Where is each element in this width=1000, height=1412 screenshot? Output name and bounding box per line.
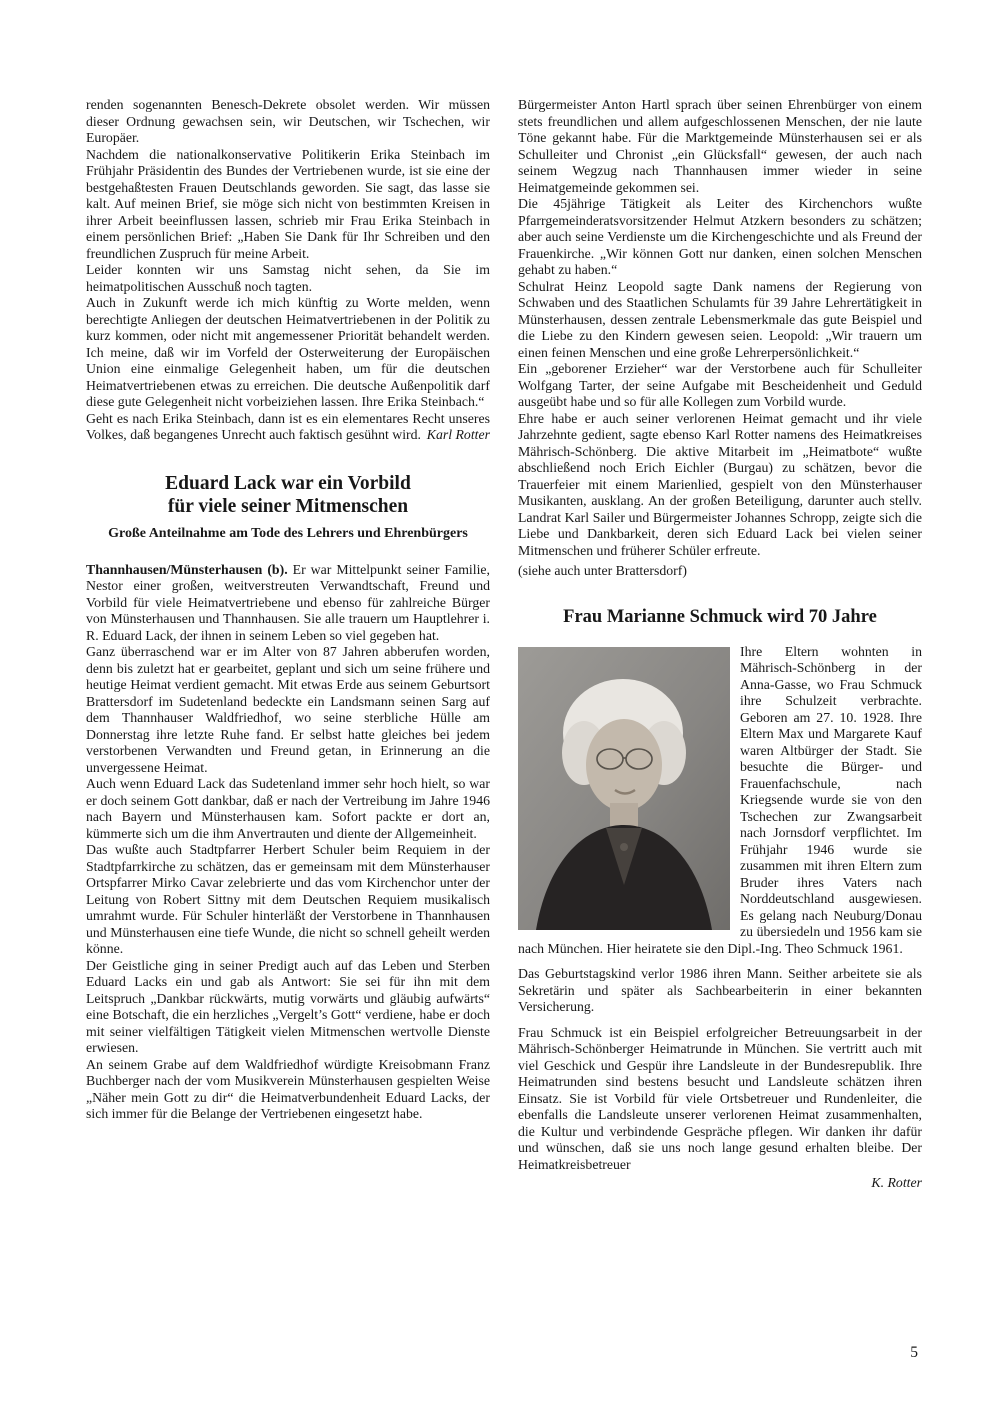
cross-reference: (siehe auch unter Brattersdorf) [518,563,687,578]
schmuck-article-body [518,644,922,1192]
page-number: 5 [910,1344,918,1361]
author-signature: Karl Rotter [426,427,490,442]
portrait-photo [518,647,730,930]
lack-article-title [100,472,476,518]
dateline: Thannhausen/Münsterhausen (b). [86,561,288,577]
body-paragraph: Das Geburtstagskind verlor 1986 ihren Mann. Seither arbeitete sie als Sekretärin und später als Sachbearbeiterin in einer bekannten Versicherung. [518,966,922,1014]
body-paragraph: Nachdem die nationalkonservative Politikerin Erika Steinbach im Frühjahr Präsidentin des Bundes der Vertriebenen wurde, ist sie eine der bestgehaßtesten Frauen Deutschlands geworden. Sie sagt, das lasse sie kalt. Auf meinen Brief, sie möge sich nicht von bestimmten Kreisen in ihrer Arbeit beeinflussen lassen, schrieb mir Frau Erika Steinbach in einem persönlichen Brief: „Haben Sie Dank für Ihr Schreiben und den freundlichen Zuspruch für meine Arbeit. [86,146,490,261]
body-paragraph: Bürgermeister Anton Hartl sprach über seinen Ehrenbürger von einem stets freundlichen und allem aufgeschlossenen Menschen, der nie laute Töne gekannt habe. Für die Marktgemeinde Münsterhausen sei er als Schulleiter und Chronist „ein Glücksfall“ gewesen, der auch nach seinem Wegzug nach Thannhausen immer wieder in seine Heimatgemeinde gekommen sei. [518,97,922,195]
closing-text: Geht es nach Erika Steinbach, dann ist es ein elementares Recht unseres Volkes, daß begangenes Unrecht auch faktisch gesühnt wird. [86,410,490,442]
right-column [518,97,922,1192]
body-paragraph: Leider konnten wir uns Samstag nicht sehen, da Sie im heimatpolitischen Ausschuß noch tagten. [86,262,490,294]
body-paragraph: Ihre Eltern wohnten in Mährisch-Schönberg in der Anna-Gasse, wo Frau Schmuck ihre Schulzeit verbrachte. Geboren am 27. 10. 1928. Ihre Eltern Max und Margarete Kauf waren Altbürger der Stadt. Sie besuchte die Bürger- und Frauenfachschule, nach Kriegsende wurde sie von den Tschechen zur Zwangsarbeit nach Jornsdorf verpflichtet. Im Frühjahr 1946 wurde sie zusammen mit ihren Eltern zum Bruder ihres Vaters nach Norddeutschland ausgewiesen. Es gelang nach Neuburg/Donau zu übersiedeln und 1956 kam sie nach München. Hier heiratete sie den Dipl.-Ing. Theo Schmuck 1961. [518,643,922,956]
schmuck-article-title: Frau Marianne Schmuck wird 70 Jahre [563,606,877,627]
body-paragraph: An seinem Grabe auf dem Waldfriedhof würdigte Kreisobmann Franz Buchberger nach der vom Musikverein Münsterhausen gespielten Weise „Näher mein Gott zu dir“ die Heimatverbundenheit Eduard Lacks, der sich immer für die Belange der Vertriebenen eingesetzt habe. [86,1056,490,1121]
body-paragraph: Frau Schmuck ist ein Beispiel erfolgreicher Betreuungsarbeit in der Mährisch-Schönberger Heimatrunde in München. Sie vertritt auch mit viel Geschick und Gespür ihre Landsleute in der Bundesrepublik. Ihre Heimatrunden sind bestens besucht und Landsleute schätzen ihren Einsatz. Sie ist Vorbild für viele Ortsbetreuer und Rundenleiter, die ebenfalls die Landsleute unserer verlorenen Heimat zusammenhalten, die Kultur und verbindende Gespräche pflegen. Wir danken ihr dafür und wünschen, daß sie uns noch lange gesund erhalten bleibe. Der Heimatkreisbetreuer [518,1024,922,1172]
body-paragraph: renden sogenannten Benesch-Dekrete obsolet werden. Wir müssen dieser Ordnung gewachsen sein, wir Deutschen, wir Tschechen, wir Europäer. [86,97,490,145]
body-paragraph: Die 45jährige Tätigkeit als Leiter des Kirchenchors wußte Pfarrgemeinderatsvorsitzender Helmut Atzkern besonders zu schätzen; aber auch seine Verdienste um die Kirchengeschichte und als Freund der Frauenkirche. „Wir können Gott nur danken, einen solchen Menschen gehabt zu haben.“ [518,196,922,277]
body-paragraph: Auch wenn Eduard Lack das Sudetenland immer sehr hoch hielt, so war er doch seinem Gott dankbar, daß er nach der Vertreibung im Jahre 1946 nach Bayern und Münsterhausen kam. Sofort packte er dort an, kümmerte sich um die ihm Anvertrauten und diente der Allgemeinheit. [86,776,490,841]
author-signature: K. Rotter [871,1175,922,1190]
body-paragraph: Der Geistliche ging in seiner Predigt auch auf das Leben und Sterben Eduard Lacks ein und gab als Antwort: Sie sei für ihn mit dem Leitspruch „Dankbar rückwärts, mutig vorwärts und gläubig aufwärts“ eine Botschaft, die ein herzliches „Vergelt’s Gott“ verdiene, habe er doch mit seiner vielfältigen Tätigkeit vielen Mitmenschen wertvolle Dienste erwiesen. [86,957,490,1055]
left-column [86,97,490,1192]
body-paragraph: Das wußte auch Stadtpfarrer Herbert Schuler beim Requiem in der Stadtpfarrkirche zu schätzen, das er gemeinsam mit dem Münsterhauser Ortspfarrer Mirko Cavar zelebrierte und das vom Kirchenchor unter der Leitung von Robert Sittny mit dem Deutschen Requiem musikalisch umrahmt wurde. Für Schuler hinterläßt der Verstorbene in Thannhausen und Münsterhausen eine tiefe Wunde, die nicht so schnell geheilt werden könne. [86,842,490,956]
body-paragraph [86,562,490,645]
body-paragraph: Schulrat Heinz Leopold sagte Dank namens der Regierung von Schwaben und des Staatlichen Schulamts für 39 Jahre Lehrertätigkeit in Münsterhausen, dessen zentrale Lebensmerkmale das gute Beispiel und die Liebe zu den Kindern gewesen seien. Leopold: „Wir trauern um einen feinen Menschen und eine große Lehrerpersönlichkeit.“ [518,278,922,360]
lead-text: Er war Mittelpunkt seiner Familie, Nestor einer großen, weitverstreuten Verwandtschaft, Freund und Vorbild für viele Heimatvertriebene und ebenso für zahlreiche Bürger von Münsterhausen und Thannhausen. Sie alle trauern um Hauptlehrer i. R. Eduard Lack, der ihnen in seinem Leben so viel gegeben hat. [86,561,490,643]
title-line-2: für viele seiner Mitmenschen [167,495,409,517]
body-paragraph: Auch in Zukunft werde ich mich künftig zu Worte melden, wenn berechtigte Anliegen der deutschen Heimatvertriebenen in der Politik zu kurz kommen, oder nicht mit angemessener Priorität behandelt werden. Ich meine, daß wir im Vorfeld der Osterweiterung der Europäischen Union eine einmalige Gelegenheit haben, um für die deutschen Heimatvertriebenen etwas zu erreichen. Die deutsche Außenpolitik darf diese gute Gelegenheit nicht vorbeiziehen lassen. Ihre Erika Steinbach.“ [86,295,490,409]
body-paragraph [86,411,490,444]
body-paragraph: Ein „geborener Erzieher“ war der Verstorbene auch für Schulleiter Wolfgang Tarter, der seine Aufgabe mit Bescheidenheit und Geduld ausgeübt habe und so für alle Kollegen zum Vorbild wurde. [518,361,922,409]
title-line-1: Eduard Lack war ein Vorbild [165,472,411,494]
body-paragraph: Ganz überraschend war er im Alter von 87 Jahren abberufen worden, denn bis zuletzt hat er gearbeitet, geplant und sich um seine frühere und heutige Heimat verdient gemacht. Mit etwas Erde aus seinem Geburtsort Brattersdorf im Sudetenland bedeckte ein Landsmann seinen Sarg auf dem Thannhauser Waldfriedhof, wo seine sterbliche Hülle am Donnerstag ihre letzte Ruhe fand. Er selbst hatte gleiches bei jedem verstorbenen Verwandten und Freund getan, in Erinnerung an die unvergessene Heimat. [86,644,490,775]
page-content [86,97,922,1192]
body-paragraph: Ehre habe er auch seiner verlorenen Heimat gemacht und ihr viele Jahrzehnte gedient, sagte ebenso Karl Rotter namens des Heimatkreises Mährisch-Schönberg. Die aktive Mitarbeit im „Heimatbote“ wußte abschließend noch Erich Eichler (Burgau) zu schätzen, bevor die Trauerfeier mit einem Marienlied, gespielt von den Münsterhauser Musikanten, ausklang. An der großen Beteiligung, darunter auch stellv. Landrat Karl Sailer und Bürgermeister Johannes Schropp, zeigte sich die Liebe und Dankbarkeit, deren sich Eduard Lack bei vielen seiner Mitmenschen und früherer Schüler erfreute. [518,410,922,558]
lack-article-subtitle: Große Anteilnahme am Tode des Lehrers und Ehrenbürgers [108,525,468,541]
